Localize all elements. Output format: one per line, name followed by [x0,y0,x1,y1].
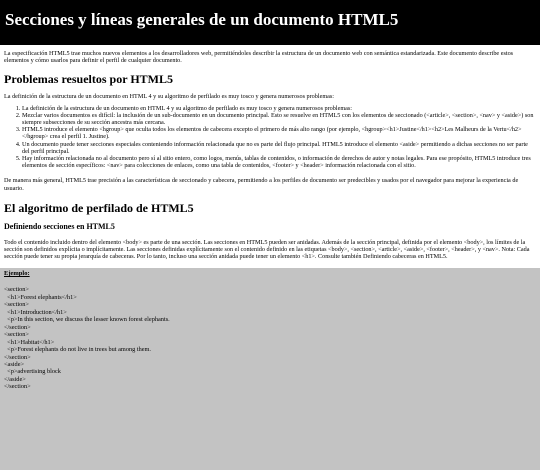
algorithm-body: Todo el contenido incluido dentro del elemento <body> es parte de una sección. Las secciones en HTML5 pueden ser anidadas. Además de la sección principal, definida por el elemento <body>, los límites de la sección son definidos explícita o implícitamente. Las secciones definidas explícitamente son el contenido definido en las etiquetas <body>, <section>, <article>, <aside>, <footer>, <header>, y <nav>. Nota: Cada sección puede tener su propia jerarquía de cabeceras. Por lo tanto, incluso una sección anidada puede tener un elemento <h1>. Consulte también Definiendo cabeceras en HTML5. [4,238,530,261]
code-line: <section> [4,301,29,309]
problems-general: De manera más general, HTML5 trae precisión a las características de seccionado y cabecera, permitiendo a los perfiles de documento ser predecibles y usados por el navegador para mejorar la experiencia de usuario. [4,177,519,192]
intro-paragraph: La especificación HTML5 trae muchos nuevos elementos a los desarrolladores web, permitiéndoles describir la estructura de un documento web con semántica estandarizada. Este documento describe estos elementos y cómo usarlos para definir el perfil de cualquier documento. [4,50,514,65]
code-line: <section> [4,331,29,339]
example-code [4,286,536,390]
code-line: <p>Forest elephants do not live in trees but among them. [4,346,152,354]
code-line: </section> [4,323,31,331]
page-header [0,0,540,45]
problems-heading: Problemas resueltos por HTML5 [4,72,173,87]
code-line: <h1>Habitat</h1> [4,338,55,346]
list-item: 4. Un documento puede tener secciones especiales conteniendo información relacionada que no es parte del flujo principal. HTML5 introduce el elemento <aside> permitiendo a dichas secciones no ser parte del perfil principal. [22,141,536,155]
code-line: <aside> [4,360,25,368]
main-content [0,50,540,470]
code-line: </section> [4,383,31,391]
code-line: </section> [4,353,31,361]
example-label: Ejemplo: [4,270,30,278]
problems-list [4,105,536,170]
list-item: 2. Mezclar varios documentos es difícil: la inclusión de un sub-documento en un documento principal. Esto se resuelve en HTML5 con los elementos de seccionado (<article>, <section>, <nav> y <aside>) son siempre subsecciones de su sección ancestra más cercana. [22,112,536,126]
list-item: 5. Hay información relacionada no al documento pero sí al sitio entero, como logos, menús, tablas de contenidos, o información de derechos de autor y notas legales. Para ese propósito, HTML5 introduce tres elementos de sección específicos: <nav> para colecciones de enlaces, como una tabla de contenidos, <footer> y <header> información relacionada con el sitio. [22,155,536,169]
code-line: <h1>Forest elephants</h1> [4,293,77,301]
code-line: <section> [4,286,29,294]
code-line: <p>In this section, we discuss the lesser known forest elephants. [4,316,170,324]
list-item: 3. HTML5 introduce el elemento <hgroup> que oculta todos los elementos de cabecera excepto el primero de más alto rango (por ejemplo, <hgroup><h1>Justine</h1><h2>Les Malheurs de la Vertu</h2></hgroup> crea el perfil 1. Justine). [22,126,536,140]
problems-definition: La definición de la estructura de un documento en HTML 4 y su algoritmo de perfilado es muy tosco y genera numerosos problemas: [4,93,335,101]
list-item: 1. La definición de la estructura de un documento en HTML 4 y su algoritmo de perfilado es muy tosco y genera numerosos problemas: [22,105,536,112]
page-title: Secciones y líneas generales de un documento HTML5 [5,10,399,29]
code-line: </aside> [4,375,26,383]
algorithm-heading: El algoritmo de perfilado de HTML5 [4,200,194,215]
algorithm-subheading: Definiendo secciones en HTML5 [4,221,115,231]
code-line: <h1>Introduction</h1> [4,308,67,316]
example-block [0,268,540,470]
code-line: <p>advertising block [4,368,61,376]
